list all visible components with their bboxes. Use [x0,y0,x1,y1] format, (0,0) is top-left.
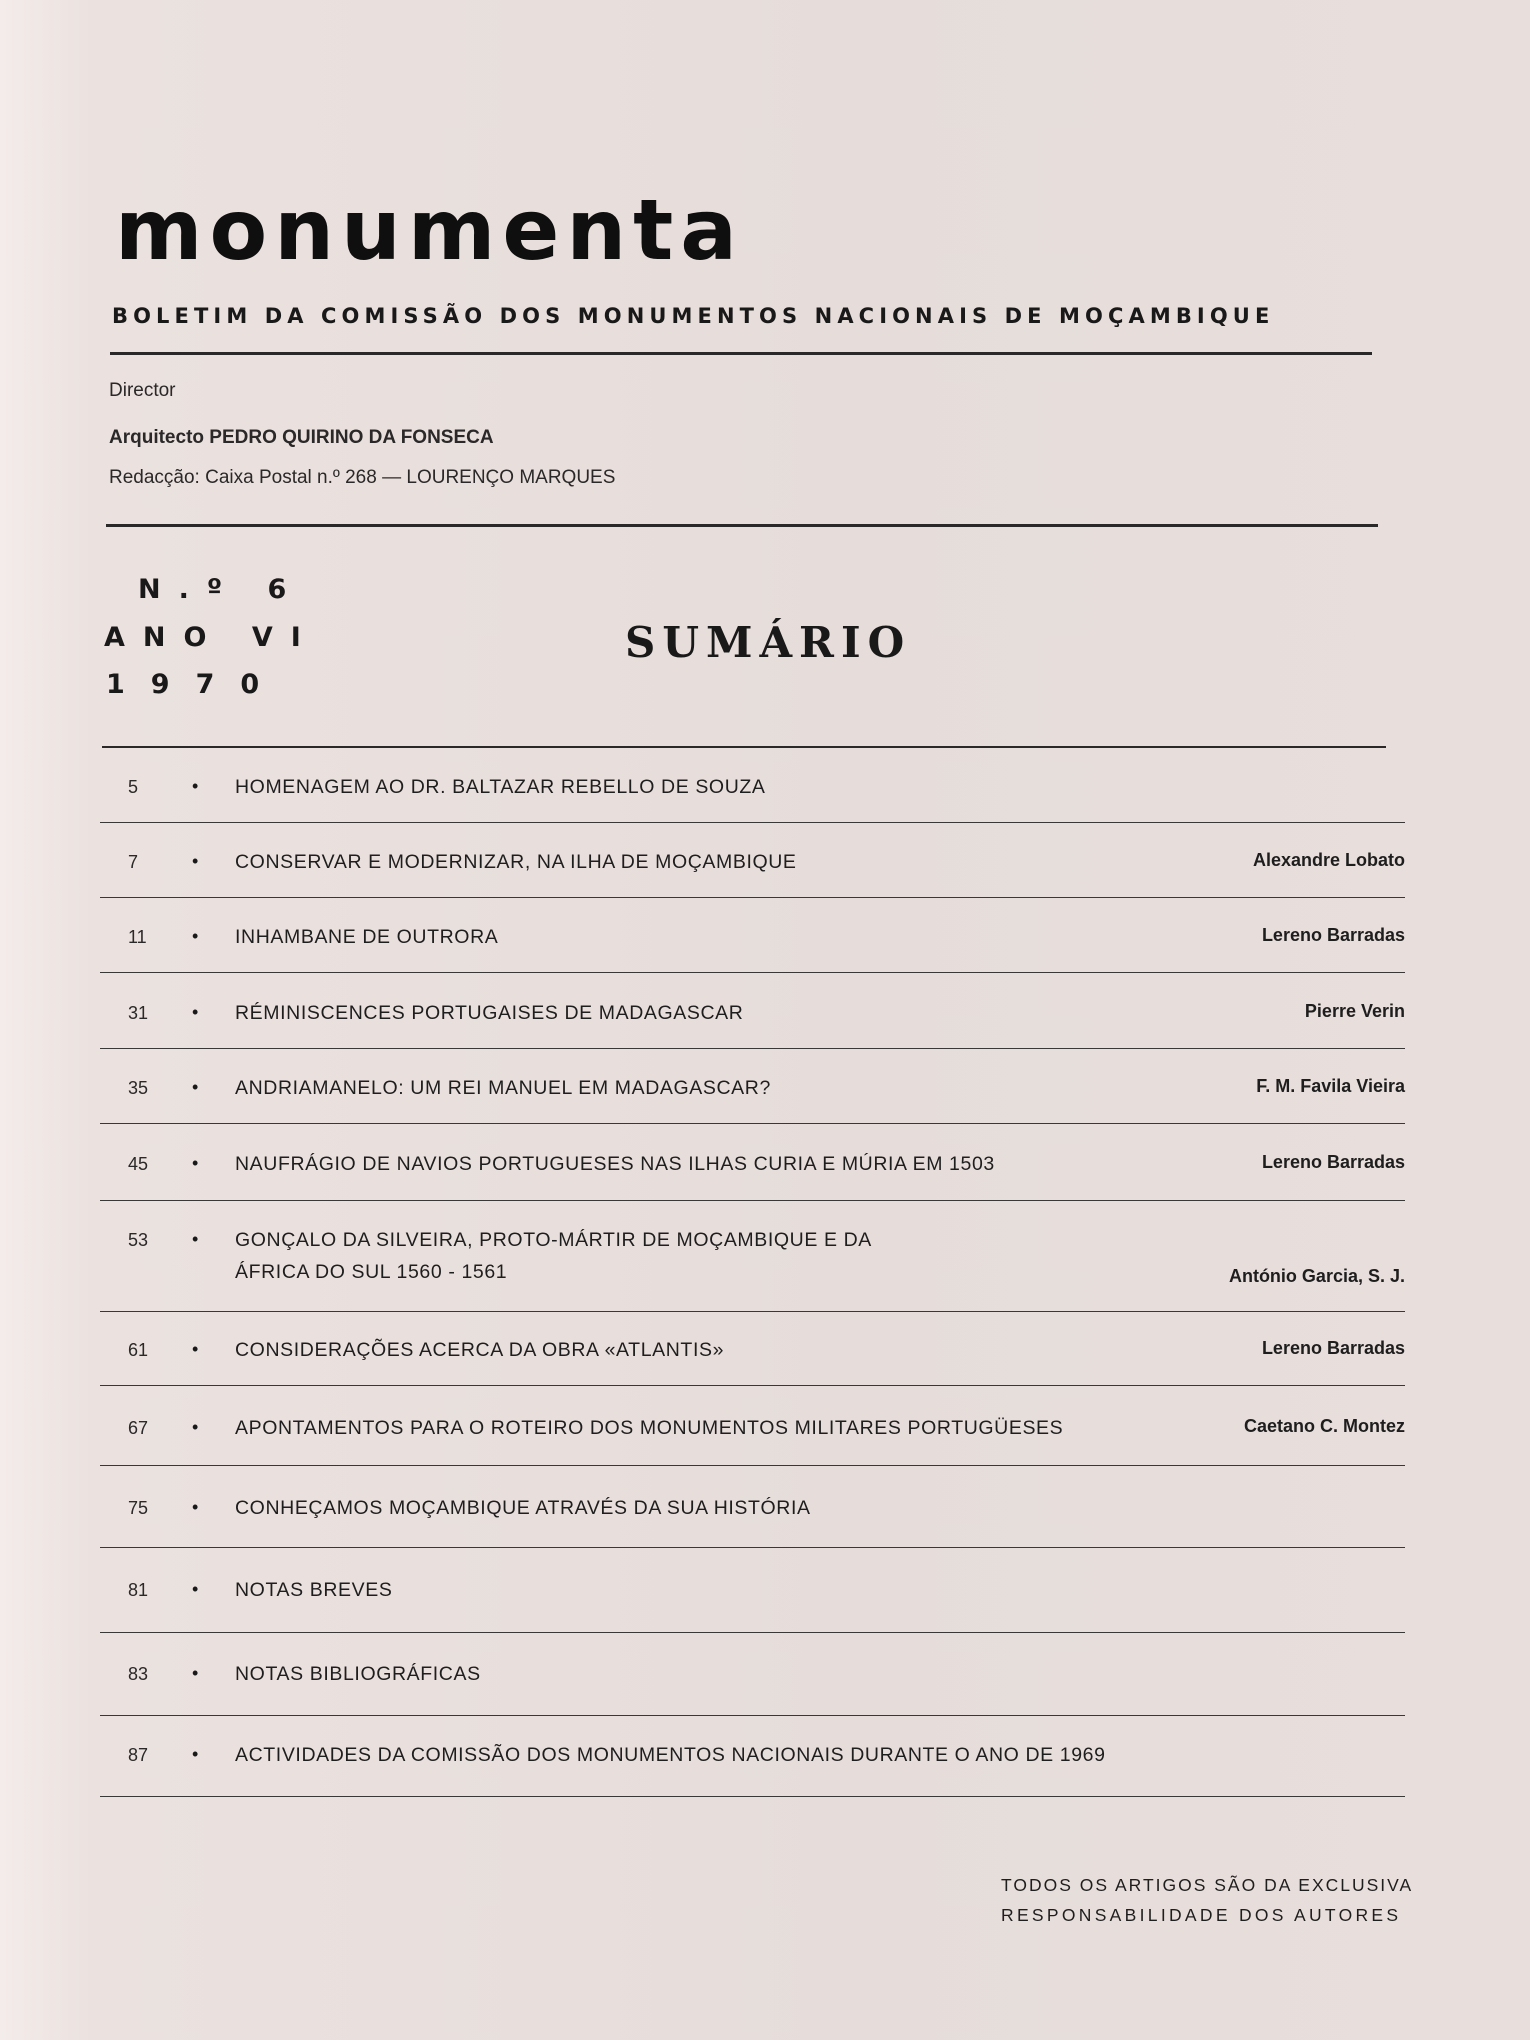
bullet-icon: • [192,1002,199,1022]
toc-page-number: 53 [128,1230,149,1250]
toc-page-number: 83 [128,1664,149,1684]
director-label: Director [109,380,176,401]
toc-article-title: INHAMBANE DE OUTRORA [235,926,499,948]
toc-divider [100,1465,1405,1467]
toc-divider [100,1311,1405,1313]
disclaimer-line-1: TODOS OS ARTIGOS SÃO DA EXCLUSIVA [1001,1875,1414,1895]
toc-article-title: GONÇALO DA SILVEIRA, PROTO-MÁRTIR DE MOÇAMBIQUE E DA ÁFRICA DO SUL 1560 - 1561 [235,1229,871,1283]
toc-article-title: CONHEÇAMOS MOÇAMBIQUE ATRAVÉS DA SUA HISTÓRIA [235,1497,811,1519]
bullet-icon: • [192,1417,199,1437]
toc-page-number: 7 [128,852,139,872]
issue-year: 1970 [106,669,286,700]
toc-divider [100,1632,1405,1634]
toc-author: Lereno Barradas [1261,925,1405,945]
toc-entry [100,1735,1405,1797]
toc-divider [100,1547,1405,1549]
toc-article-title: NOTAS BIBLIOGRÁFICAS [235,1663,481,1685]
toc-entry [100,1068,1405,1124]
toc-article-title: NOTAS BREVES [235,1579,393,1601]
toc-entry [100,1654,1405,1716]
toc-author: António Garcia, S. J. [1228,1266,1405,1286]
toc-entry [100,1408,1405,1466]
toc-top-rule [102,746,1386,748]
journal-subtitle: BOLETIM DA COMISSÃO DOS MONUMENTOS NACIONAIS DE MOÇAMBIQUE [112,304,1275,328]
toc-entry [100,842,1405,898]
toc-author: Alexandre Lobato [1252,850,1405,870]
toc-page-number: 5 [128,777,139,797]
bullet-icon: • [192,1497,199,1517]
toc-divider [100,1796,1405,1798]
toc-page-number: 87 [128,1745,149,1765]
bullet-icon: • [192,1153,199,1173]
bullet-icon: • [192,776,199,796]
toc-article-title: NAUFRÁGIO DE NAVIOS PORTUGUESES NAS ILHAS CURIA E MÚRIA EM 1503 [235,1153,995,1175]
bullet-icon: • [192,1663,199,1683]
bullet-icon: • [192,851,199,871]
toc-divider [100,972,1405,974]
toc-page-number: 67 [128,1418,149,1438]
toc-entry [100,767,1405,823]
toc-page-number: 61 [128,1340,149,1360]
toc-divider [100,897,1405,899]
disclaimer-note [1001,1870,1413,1930]
toc-article-title: ACTIVIDADES DA COMISSÃO DOS MONUMENTOS NACIONAIS DURANTE O ANO DE 1969 [235,1744,1106,1766]
bullet-icon: • [192,1229,199,1249]
toc-page-number: 75 [128,1498,149,1518]
toc-entry [100,917,1405,973]
toc-page-number: 45 [128,1154,149,1174]
toc-entry [100,1144,1405,1201]
toc-author: Lereno Barradas [1261,1338,1405,1358]
bullet-icon: • [192,926,199,946]
bullet-icon: • [192,1744,199,1764]
issue-year-label: ANO VI [104,622,319,653]
toc-page-number: 35 [128,1078,149,1098]
toc-article-title: HOMENAGEM AO DR. BALTAZAR REBELLO DE SOUZA [235,776,766,798]
toc-divider [100,1048,1405,1050]
toc-article-title: APONTAMENTOS PARA O ROTEIRO DOS MONUMENTOS MILITARES PORTUGÜESES [235,1417,1064,1439]
toc-entry [100,1330,1405,1386]
toc-entry [100,1570,1405,1633]
issue-number: N.º 6 [138,574,305,605]
journal-title: monumenta [115,181,744,279]
toc-author: Caetano C. Montez [1243,1416,1405,1436]
toc-article-title: CONSERVAR E MODERNIZAR, NA ILHA DE MOÇAMBIQUE [235,851,797,873]
credits-rule [106,524,1378,527]
bullet-icon: • [192,1077,199,1097]
toc-author: Pierre Verin [1304,1001,1405,1021]
disclaimer-line-2: RESPONSABILIDADE DOS AUTORES [1001,1905,1402,1925]
toc-divider [100,1385,1405,1387]
toc-divider [100,1715,1405,1717]
bullet-icon: • [192,1579,199,1599]
bullet-icon: • [192,1339,199,1359]
director-name: Arquitecto PEDRO QUIRINO DA FONSECA [109,427,494,448]
toc-page-number: 31 [128,1003,149,1023]
redaccao-address: Redacção: Caixa Postal n.º 268 — LOURENÇO MARQUES [109,467,616,488]
toc-divider [100,1200,1405,1202]
toc-entry [100,993,1405,1049]
toc-entry [100,1488,1405,1548]
toc-author: F. M. Favila Vieira [1256,1076,1405,1096]
toc-article-title: ANDRIAMANELO: UM REI MANUEL EM MADAGASCAR? [235,1077,771,1099]
toc-author: Lereno Barradas [1261,1152,1405,1172]
toc-divider [100,1123,1405,1125]
toc-page-number: 81 [128,1580,149,1600]
summary-heading: SUMÁRIO [625,618,912,667]
toc-page-number: 11 [128,927,147,947]
toc-entry [100,1222,1405,1312]
toc-article-title: RÉMINISCENCES PORTUGAISES DE MADAGASCAR [235,1002,744,1024]
toc-divider [100,822,1405,824]
masthead-rule [110,352,1372,355]
toc-article-title: CONSIDERAÇÕES ACERCA DA OBRA «ATLANTIS» [235,1339,725,1361]
